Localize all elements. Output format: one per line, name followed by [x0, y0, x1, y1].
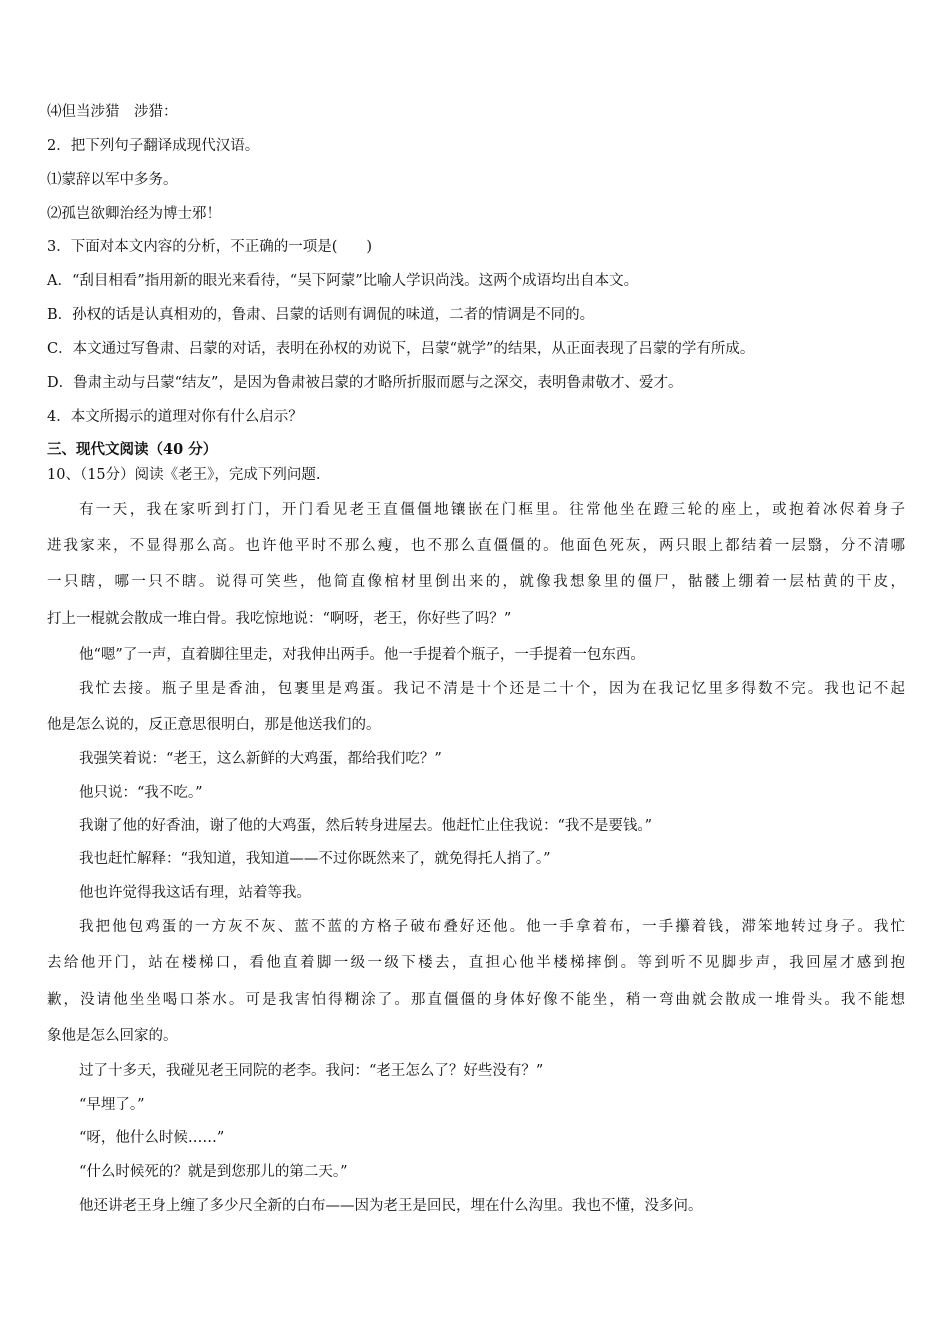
passage-paragraph: 他“嗯”了一声，直着脚往里走，对我伸出两手。他一手提着个瓶子，一手提着一包东西。 [79, 647, 645, 663]
passage-line: 歉，没请他坐坐喝口茶水。可是我害怕得糊涂了。那直僵僵的身体好像不能坐，稍一弯曲就会散成一堆骨头。我不能想 [47, 992, 905, 1008]
passage-line: 他是怎么说的，反正意思很明白，那是他送我们的。 [47, 717, 381, 733]
passage-paragraph: 他只说：“我不吃。” [79, 785, 203, 801]
question-2: 2．把下列句子翻译成现代汉语。 [47, 138, 260, 154]
question-3-option-d: D．鲁肃主动与吕蒙“结友”，是因为鲁肃被吕蒙的才略所折服而愿与之深交，表明鲁肃敬才、爱才。 [47, 375, 683, 391]
question-3-option-a: A．“刮目相看”指用新的眼光来看待，“吴下阿蒙”比喻人学识尚浅。这两个成语均出自本文。 [47, 273, 639, 289]
question-3-option-c: C．本文通过写鲁肃、吕蒙的对话，表明在孙权的劝说下，吕蒙“就学”的结果，从正面表现了吕蒙的学有所成。 [47, 341, 755, 357]
passage-paragraph: 我也赶忙解释：“我知道，我知道——不过你既然来了，就免得托人捎了。” [79, 851, 551, 867]
passage-paragraph: “呀，他什么时候……” [79, 1130, 225, 1146]
question-item-4: ⑷但当涉猎 涉猎： [47, 104, 178, 120]
passage-line: 去给他开门，站在楼梯口，看他直着脚一级一级下楼去，直担心他半楼梯摔倒。等到听不见脚步声，我回屋才感到抱 [47, 955, 905, 971]
question-10: 10、（15分）阅读《老王》，完成下列问题. [47, 467, 321, 483]
passage-line: 我把他包鸡蛋的一方灰不灰、蓝不蓝的方格子破布叠好还他。他一手拿着布，一手攥着钱，滞笨地转过身子。我忙 [79, 919, 905, 935]
passage-paragraph: 过了十多天，我碰见老王同院的老李。我问：“老王怎么了？好些没有？” [79, 1063, 544, 1079]
section-heading: 三、现代文阅读（40 分） [47, 441, 218, 458]
question-3-option-b: B．孙权的话是认真相劝的，鲁肃、吕蒙的话则有调侃的味道，二者的情调是不同的。 [47, 307, 595, 323]
passage-paragraph: 他也许觉得我这话有理，站着等我。 [79, 885, 311, 901]
question-2-item-1: ⑴蒙辞以军中多务。 [47, 172, 178, 188]
passage-line: 进我家来，不显得那么高。也许他平时不那么瘦，也不那么直僵僵的。他面色死灰，两只眼上都结着一层翳，分不清哪 [47, 538, 905, 554]
question-4: 4．本文所揭示的道理对你有什么启示？ [47, 409, 303, 425]
passage-paragraph: 我强笑着说：“老王，这么新鲜的大鸡蛋，都给我们吃？” [79, 751, 442, 767]
passage-line: 我忙去接。瓶子里是香油，包裹里是鸡蛋。我记不清是十个还是二十个，因为在我记忆里多得数不完。我也记不起 [79, 681, 905, 697]
passage-line: 打上一棍就会散成一堆白骨。我吃惊地说：“啊呀，老王，你好些了吗？” [47, 611, 512, 627]
passage-line: 一只瞎，哪一只不瞎。说得可笑些，他简直像棺材里倒出来的，就像我想象里的僵尸，骷髅上绷着一层枯黄的干皮， [47, 574, 905, 590]
passage-line: 象他是怎么回家的。 [47, 1028, 178, 1044]
passage-line: 有一天，我在家听到打门，开门看见老王直僵僵地镶嵌在门框里。往常他坐在蹬三轮的座上，或抱着冰侭着身子 [79, 502, 905, 518]
passage-paragraph: “什么时候死的？就是到您那儿的第二天。” [79, 1164, 348, 1180]
question-2-item-2: ⑵孤岂欲卿治经为博士邪！ [47, 206, 221, 222]
passage-paragraph: 他还讲老王身上缠了多少尺全新的白布——因为老王是回民，埋在什么沟里。我也不懂，没多问。 [79, 1198, 703, 1214]
passage-paragraph: 我谢了他的好香油，谢了他的大鸡蛋，然后转身进屋去。他赶忙止住我说：“我不是要钱。” [79, 818, 653, 834]
passage-paragraph: “早埋了。” [79, 1097, 145, 1113]
question-3: 3．下面对本文内容的分析，不正确的一项是( ) [47, 239, 373, 255]
